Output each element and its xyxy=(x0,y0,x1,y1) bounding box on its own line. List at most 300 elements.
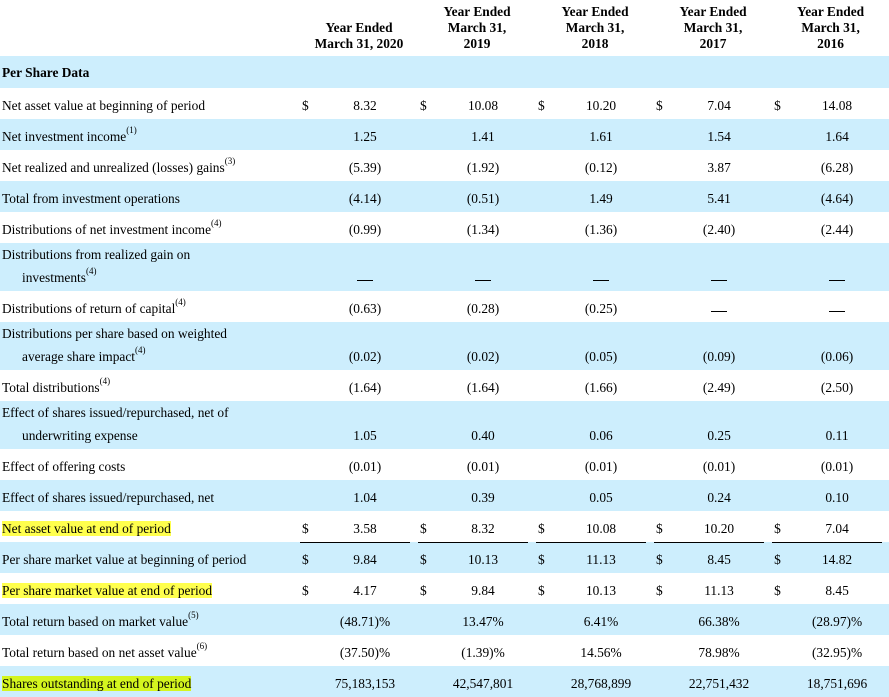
value-cell xyxy=(320,370,410,401)
currency-cell xyxy=(772,212,792,243)
gap-cell xyxy=(528,542,536,573)
percent-sign: % xyxy=(378,645,391,660)
value-cell xyxy=(792,635,882,666)
column-header xyxy=(300,0,418,56)
value-cell xyxy=(674,604,764,635)
cell-value: 1.64 xyxy=(825,129,849,144)
gap-cell xyxy=(528,635,536,666)
gap-cell xyxy=(410,635,418,666)
row-label-line: Distributions per share based on weighted xyxy=(2,326,227,341)
percent-sign: % xyxy=(851,614,863,629)
row-label-text xyxy=(2,218,222,237)
value-cell xyxy=(438,88,528,119)
row-label-line: Effect of offering costs xyxy=(2,459,126,474)
cell-value: 9.84 xyxy=(471,583,495,598)
currency-cell: $ xyxy=(654,542,674,573)
cell-value: 0.05 xyxy=(589,490,613,505)
cell-value: 0.11 xyxy=(825,428,849,443)
currency-cell xyxy=(418,181,438,212)
gap-cell xyxy=(882,635,889,666)
row-label-text xyxy=(2,459,125,474)
currency-cell xyxy=(536,666,556,697)
currency-cell xyxy=(654,322,674,370)
value-cell xyxy=(438,291,528,322)
cell-value: (0.51) xyxy=(466,191,500,206)
cell-value: (6.28) xyxy=(820,160,854,175)
value-cell xyxy=(792,604,882,635)
cell-value: 8.45 xyxy=(825,583,849,598)
cell-value: (48.71) xyxy=(339,614,379,629)
cell-value: 1.49 xyxy=(589,191,613,206)
value-cell xyxy=(792,119,882,150)
gap-cell xyxy=(646,666,654,697)
gap-cell xyxy=(882,449,889,480)
cell-value: (0.12) xyxy=(584,160,618,175)
gap-cell xyxy=(882,573,889,604)
currency-cell xyxy=(300,119,320,150)
cell-value: 14.82 xyxy=(821,552,853,567)
currency-cell: $ xyxy=(302,98,309,113)
currency-cell xyxy=(536,181,556,212)
cell-value: (0.01) xyxy=(820,459,854,474)
footnote-ref: (4) xyxy=(85,266,97,276)
currency-cell xyxy=(536,322,556,370)
table-row xyxy=(0,88,889,119)
gap-cell xyxy=(410,88,418,119)
gap-cell xyxy=(410,291,418,322)
currency-cell xyxy=(300,635,320,666)
value-cell xyxy=(320,212,410,243)
currency-cell xyxy=(536,370,556,401)
gap-cell xyxy=(646,212,654,243)
value-cell xyxy=(556,88,646,119)
value-cell xyxy=(320,119,410,150)
column-header xyxy=(772,0,889,56)
value-cell xyxy=(792,150,882,181)
cell-value: 22,751,432 xyxy=(688,676,750,691)
table-row xyxy=(0,181,889,212)
gap-cell xyxy=(528,119,536,150)
currency-cell xyxy=(418,604,438,635)
currency-cell xyxy=(772,635,792,666)
value-cell xyxy=(792,401,882,449)
gap-cell xyxy=(882,243,889,291)
cell-value: 0.39 xyxy=(471,490,495,505)
percent-sign: % xyxy=(378,614,391,629)
value-cell xyxy=(792,322,882,370)
column-header xyxy=(536,0,654,56)
currency-cell xyxy=(536,150,556,181)
value-cell xyxy=(438,150,528,181)
gap-cell xyxy=(764,88,772,119)
currency-cell xyxy=(772,604,792,635)
gap-cell xyxy=(528,666,536,697)
cell-value: 3.87 xyxy=(707,160,731,175)
value-cell xyxy=(674,449,764,480)
value-cell xyxy=(674,370,764,401)
cell-value: 1.61 xyxy=(589,129,613,144)
currency-cell: $ xyxy=(772,542,792,573)
percent-sign: % xyxy=(610,645,622,660)
cell-value: (4.14) xyxy=(348,191,382,206)
table-row xyxy=(0,243,889,291)
value-cell xyxy=(438,480,528,511)
cell-value: 8.32 xyxy=(353,98,377,113)
cell-value: (4.64) xyxy=(820,191,854,206)
cell-value: 8.45 xyxy=(707,552,731,567)
gap-cell xyxy=(528,88,536,119)
row-label xyxy=(0,119,300,150)
row-label-line: Net investment income xyxy=(2,129,127,144)
currency-cell xyxy=(300,401,320,449)
currency-cell xyxy=(654,119,674,150)
cell-value: (2.44) xyxy=(820,222,854,237)
header-row xyxy=(0,0,889,56)
row-label-line: Distributions from realized gain on xyxy=(2,247,191,262)
currency-cell: $ xyxy=(774,583,781,598)
gap-cell xyxy=(764,181,772,212)
cell-value: (0.01) xyxy=(466,459,500,474)
row-label-text xyxy=(2,521,171,536)
cell-value: (37.50) xyxy=(339,645,379,660)
value-cell xyxy=(674,88,764,119)
currency-cell xyxy=(300,666,320,697)
gap-cell xyxy=(410,573,418,604)
currency-cell xyxy=(654,480,674,511)
gap-cell xyxy=(528,449,536,480)
column-header-line: March 31, xyxy=(801,20,860,35)
gap-cell xyxy=(528,150,536,181)
cell-value: (1.64) xyxy=(348,380,382,395)
row-label xyxy=(0,88,300,119)
cell-value: 11.13 xyxy=(704,583,734,598)
currency-cell xyxy=(772,119,792,150)
cell-value: (1.66) xyxy=(584,380,618,395)
row-label-text xyxy=(2,405,229,443)
gap-cell xyxy=(764,573,772,604)
gap-cell xyxy=(646,635,654,666)
row-label xyxy=(0,370,300,401)
table-row xyxy=(0,666,889,697)
table-row xyxy=(0,604,889,635)
empty-dash xyxy=(829,280,845,281)
gap-cell xyxy=(646,511,654,542)
value-cell xyxy=(438,181,528,212)
value-cell xyxy=(674,542,764,573)
gap-cell xyxy=(410,480,418,511)
value-cell xyxy=(438,542,528,573)
gap-cell xyxy=(646,291,654,322)
gap-cell xyxy=(646,573,654,604)
gap-cell xyxy=(882,291,889,322)
section-title: Per Share Data xyxy=(0,56,889,88)
cell-value: 10.08 xyxy=(585,520,617,536)
currency-cell xyxy=(300,243,320,291)
footnote-ref: (5) xyxy=(188,610,199,620)
column-header-line: Year Ended xyxy=(679,4,747,19)
value-cell xyxy=(320,573,410,604)
value-cell xyxy=(674,480,764,511)
cell-value: 7.04 xyxy=(707,98,731,113)
currency-cell xyxy=(536,449,556,480)
currency-cell xyxy=(654,666,674,697)
cell-value: 10.13 xyxy=(585,583,617,598)
row-label-text xyxy=(2,247,190,285)
gap-cell xyxy=(410,449,418,480)
gap-cell xyxy=(410,243,418,291)
currency-cell: $ xyxy=(418,542,438,573)
value-cell xyxy=(438,449,528,480)
cell-value: (1.39) xyxy=(461,645,494,660)
gap-cell xyxy=(528,370,536,401)
cell-value: 10.20 xyxy=(585,98,617,113)
row-label xyxy=(0,291,300,322)
gap-cell xyxy=(764,480,772,511)
cell-value: 18,751,696 xyxy=(806,676,868,691)
currency-cell xyxy=(536,291,556,322)
value-cell xyxy=(320,449,410,480)
currency-cell xyxy=(418,119,438,150)
cell-value: (2.40) xyxy=(702,222,736,237)
currency-cell xyxy=(772,401,792,449)
value-cell xyxy=(438,322,528,370)
currency-cell xyxy=(536,401,556,449)
gap-cell xyxy=(410,542,418,573)
gap-cell xyxy=(410,666,418,697)
row-label-text xyxy=(2,98,205,113)
currency-cell: $ xyxy=(656,583,663,598)
column-header-line: March 31, xyxy=(447,20,507,35)
row-label-text xyxy=(2,583,212,598)
cell-value: (2.50) xyxy=(820,380,854,395)
value-cell xyxy=(320,480,410,511)
row-label xyxy=(0,401,300,449)
value-cell xyxy=(320,666,410,697)
row-label xyxy=(0,243,300,291)
currency-cell xyxy=(772,291,792,322)
gap-cell xyxy=(764,449,772,480)
row-label xyxy=(0,150,300,181)
gap-cell xyxy=(410,604,418,635)
value-cell xyxy=(320,542,410,573)
value-cell xyxy=(674,291,764,322)
gap-cell xyxy=(764,243,772,291)
value-cell xyxy=(556,542,646,573)
empty-dash xyxy=(593,280,609,281)
currency-cell xyxy=(772,243,792,291)
table-row xyxy=(0,401,889,449)
row-label-text xyxy=(2,156,236,175)
gap-cell xyxy=(646,322,654,370)
column-header-line: Year Ended xyxy=(325,20,393,35)
currency-cell xyxy=(654,635,674,666)
row-label-line: Total return based on net asset value xyxy=(2,645,197,660)
empty-dash xyxy=(829,311,845,312)
cell-value: 13.47 xyxy=(462,614,493,629)
cell-value: 0.06 xyxy=(589,428,613,443)
value-cell xyxy=(674,635,764,666)
cell-value: 14.08 xyxy=(821,98,853,113)
currency-cell xyxy=(300,370,320,401)
footnote-ref: (4) xyxy=(211,218,222,228)
currency-cell xyxy=(772,322,792,370)
empty-dash xyxy=(711,280,727,281)
gap-cell xyxy=(410,212,418,243)
currency-cell xyxy=(536,604,556,635)
row-label-line: Total return based on market value xyxy=(2,614,189,629)
cell-value: 4.17 xyxy=(353,583,377,598)
cell-value: (0.01) xyxy=(702,459,736,474)
value-cell xyxy=(556,181,646,212)
gap-cell xyxy=(528,401,536,449)
gap-cell xyxy=(882,88,889,119)
gap-cell xyxy=(764,604,772,635)
gap-cell xyxy=(764,212,772,243)
gap-cell xyxy=(882,212,889,243)
currency-cell: $ xyxy=(536,511,556,542)
row-label-line: Per share market value at beginning of period xyxy=(2,552,247,567)
table-row xyxy=(0,542,889,573)
currency-cell xyxy=(772,181,792,212)
value-cell xyxy=(438,604,528,635)
currency-cell: $ xyxy=(536,542,556,573)
column-header-line: Year Ended xyxy=(797,4,865,19)
cell-value: 1.05 xyxy=(353,428,377,443)
cell-value: 28,768,899 xyxy=(570,676,632,691)
row-label-line: Net realized and unrealized (losses) gains xyxy=(2,160,225,175)
cell-value: (0.02) xyxy=(348,349,382,364)
currency-cell: $ xyxy=(656,98,663,113)
currency-cell: $ xyxy=(772,511,792,542)
column-header-line: 2016 xyxy=(817,36,844,51)
gap-cell xyxy=(882,401,889,449)
gap-cell xyxy=(528,291,536,322)
value-cell xyxy=(674,322,764,370)
value-cell xyxy=(556,243,646,291)
currency-cell xyxy=(300,291,320,322)
table-row xyxy=(0,370,889,401)
row-label-line: Total distributions xyxy=(2,380,100,395)
value-cell xyxy=(320,511,410,542)
cell-value: (0.63) xyxy=(348,301,382,316)
value-cell xyxy=(792,666,882,697)
value-cell xyxy=(438,370,528,401)
gap-cell xyxy=(410,150,418,181)
currency-cell xyxy=(654,604,674,635)
gap-cell xyxy=(528,212,536,243)
cell-value: (28.97) xyxy=(811,614,852,629)
cell-value: 10.13 xyxy=(467,552,499,567)
currency-cell xyxy=(300,150,320,181)
row-label xyxy=(0,542,300,573)
currency-cell xyxy=(654,181,674,212)
gap-cell xyxy=(882,119,889,150)
gap-cell xyxy=(882,181,889,212)
gap-cell xyxy=(646,119,654,150)
currency-cell xyxy=(536,243,556,291)
gap-cell xyxy=(528,573,536,604)
value-cell xyxy=(438,666,528,697)
cell-value: (0.28) xyxy=(466,301,500,316)
currency-cell xyxy=(300,322,320,370)
currency-cell xyxy=(418,370,438,401)
currency-cell xyxy=(300,480,320,511)
percent-sign: % xyxy=(728,645,740,660)
row-label-text xyxy=(2,326,227,364)
gap-cell xyxy=(646,604,654,635)
row-label-line2: investments xyxy=(22,270,86,285)
percent-sign: % xyxy=(728,614,740,629)
value-cell xyxy=(556,212,646,243)
column-header-line: March 31, xyxy=(565,20,625,35)
currency-cell xyxy=(772,480,792,511)
cell-value: 8.32 xyxy=(471,520,495,536)
gap-cell xyxy=(528,604,536,635)
currency-cell xyxy=(772,370,792,401)
footnote-ref: (4) xyxy=(135,345,146,355)
row-label xyxy=(0,480,300,511)
table-row xyxy=(0,511,889,542)
footnote-ref: (6) xyxy=(196,641,208,651)
header-label-cell xyxy=(0,0,300,56)
currency-cell xyxy=(654,370,674,401)
gap-cell xyxy=(528,480,536,511)
gap-cell xyxy=(410,322,418,370)
gap-cell xyxy=(410,401,418,449)
table-row xyxy=(0,212,889,243)
currency-cell xyxy=(300,449,320,480)
value-cell xyxy=(556,150,646,181)
gap-cell xyxy=(882,511,889,542)
cell-value: (1.92) xyxy=(466,160,500,175)
gap-cell xyxy=(528,511,536,542)
cell-value: 1.54 xyxy=(707,129,731,144)
row-label-line: Net asset value at beginning of period xyxy=(2,98,206,113)
currency-cell xyxy=(418,666,438,697)
cell-value: (0.06) xyxy=(820,349,854,364)
value-cell xyxy=(320,243,410,291)
gap-cell xyxy=(882,322,889,370)
currency-cell: $ xyxy=(420,583,427,598)
value-cell xyxy=(556,401,646,449)
row-label-text xyxy=(2,191,180,206)
cell-value: 0.24 xyxy=(707,490,731,505)
row-label-line: Effect of shares issued/repurchased, net xyxy=(2,490,215,505)
row-label-text xyxy=(2,376,111,395)
column-header-line: Year Ended xyxy=(561,4,629,19)
currency-cell xyxy=(536,635,556,666)
percent-sign: % xyxy=(607,614,619,629)
cell-value: (0.09) xyxy=(702,349,736,364)
value-cell xyxy=(556,449,646,480)
column-header-line: Year Ended xyxy=(443,4,511,19)
row-label xyxy=(0,666,300,697)
currency-cell xyxy=(772,150,792,181)
row-label-line: Net asset value at end of period xyxy=(2,521,171,536)
percent-sign: % xyxy=(851,645,863,660)
cell-value: 0.10 xyxy=(825,490,849,505)
currency-cell xyxy=(418,291,438,322)
gap-cell xyxy=(764,150,772,181)
empty-dash xyxy=(475,280,491,281)
value-cell xyxy=(792,542,882,573)
cell-value: (1.34) xyxy=(466,222,500,237)
table-row xyxy=(0,322,889,370)
empty-dash xyxy=(357,280,373,281)
gap-cell xyxy=(528,243,536,291)
value-cell xyxy=(320,291,410,322)
footnote-ref: (4) xyxy=(175,297,186,307)
